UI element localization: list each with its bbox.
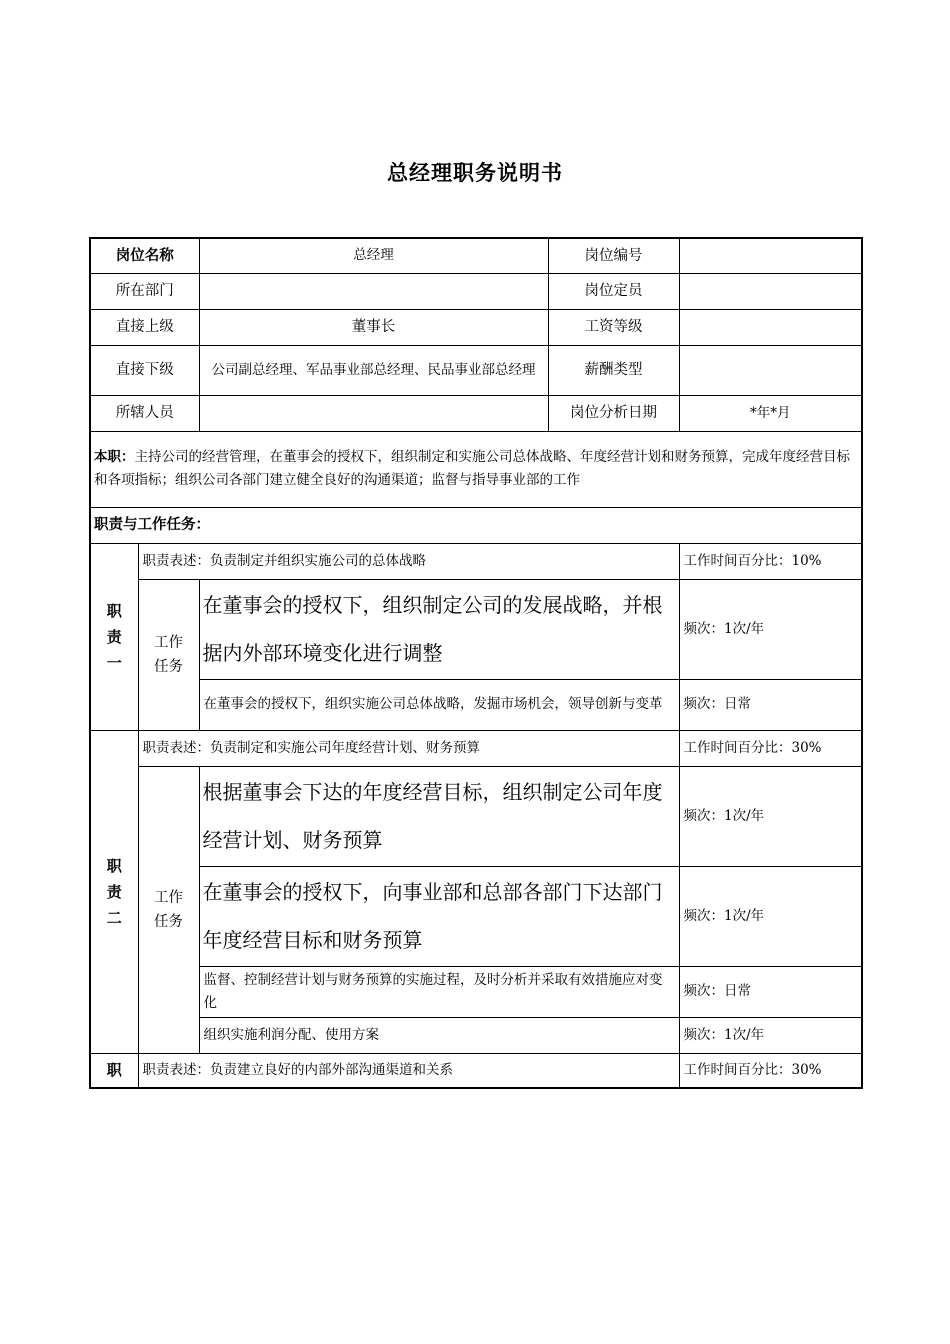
job-description-table (89, 237, 863, 1089)
responsibility-1-description: 职责表述：负责制定并组织实施公司的总体战略 (138, 543, 679, 579)
superior-value: 董事长 (199, 309, 548, 345)
pay-type-label: 薪酬类型 (548, 345, 679, 395)
duty-summary (90, 431, 862, 507)
responsibility-2-time: 工作时间百分比：30% (679, 730, 862, 766)
responsibility-3-description: 职责表述：负责建立良好的内部外部沟通渠道和关系 (138, 1053, 679, 1088)
superior-label: 直接上级 (90, 309, 199, 345)
department-value (199, 273, 548, 309)
responsibilities-heading: 职责与工作任务： (90, 507, 862, 543)
duty-summary-text: 主持公司的经营管理，在董事会的授权下，组织制定和实施公司总体战略、年度经营计划和财务预算，完成年度经营目标和各项指标；组织公司各部门建立健全良好的沟通渠道；监督与指导事业部的工作 (94, 449, 850, 488)
work-tasks-label: 工作任务 (154, 889, 183, 930)
task-1-1: 在董事会的授权下，组织制定公司的发展战略，并根据内外部环境变化进行调整 (199, 579, 679, 679)
page-title: 总经理职务说明书 (387, 161, 563, 185)
department-label: 所在部门 (90, 273, 199, 309)
responsibility-2-description: 职责表述：负责制定和实施公司年度经营计划、财务预算 (138, 730, 679, 766)
salary-grade-label: 工资等级 (548, 309, 679, 345)
responsibility-3-label: 职 (90, 1053, 138, 1088)
task-2-3-frequency: 频次：日常 (679, 966, 862, 1017)
responsibility-1-tasks-side (138, 579, 199, 730)
position-code-label: 岗位编号 (548, 238, 679, 273)
task-2-1-frequency: 频次：1次/年 (679, 766, 862, 866)
position-code-value (679, 238, 862, 273)
task-2-2-frequency: 频次：1次/年 (679, 866, 862, 966)
responsibility-2-label: 职责二 (106, 856, 122, 927)
headcount-value (679, 273, 862, 309)
responsibility-1-label: 职责一 (106, 601, 122, 672)
staff-label: 所辖人员 (90, 395, 199, 431)
responsibility-1-time: 工作时间百分比：10% (679, 543, 862, 579)
task-2-4-frequency: 频次：1次/年 (679, 1017, 862, 1053)
task-1-1-frequency: 频次：1次/年 (679, 579, 862, 679)
position-name-label: 岗位名称 (90, 238, 199, 273)
salary-grade-value (679, 309, 862, 345)
staff-value (199, 395, 548, 431)
task-2-2: 在董事会的授权下，向事业部和总部各部门下达部门年度经营目标和财务预算 (199, 866, 679, 966)
subordinate-value: 公司副总经理、军品事业部总经理、民品事业部总经理 (199, 345, 548, 395)
subordinate-label: 直接下级 (90, 345, 199, 395)
responsibility-2-tasks-side (138, 766, 199, 1053)
task-2-4: 组织实施利润分配、使用方案 (199, 1017, 679, 1053)
pay-type-value (679, 345, 862, 395)
headcount-label: 岗位定员 (548, 273, 679, 309)
responsibility-1-side (90, 543, 138, 730)
task-1-2-frequency: 频次：日常 (679, 679, 862, 730)
duty-summary-label: 本职： (94, 449, 135, 465)
analysis-date-value: *年*月 (679, 395, 862, 431)
task-1-2: 在董事会的授权下，组织实施公司总体战略，发掘市场机会，领导创新与变革 (199, 679, 679, 730)
responsibility-2-side (90, 730, 138, 1053)
position-name-value: 总经理 (199, 238, 548, 273)
responsibility-3-time: 工作时间百分比：30% (679, 1053, 862, 1088)
analysis-date-label: 岗位分析日期 (548, 395, 679, 431)
task-2-1: 根据董事会下达的年度经营目标，组织制定公司年度经营计划、财务预算 (199, 766, 679, 866)
task-2-3: 监督、控制经营计划与财务预算的实施过程，及时分析并采取有效措施应对变化 (199, 966, 679, 1017)
work-tasks-label: 工作任务 (154, 634, 183, 675)
